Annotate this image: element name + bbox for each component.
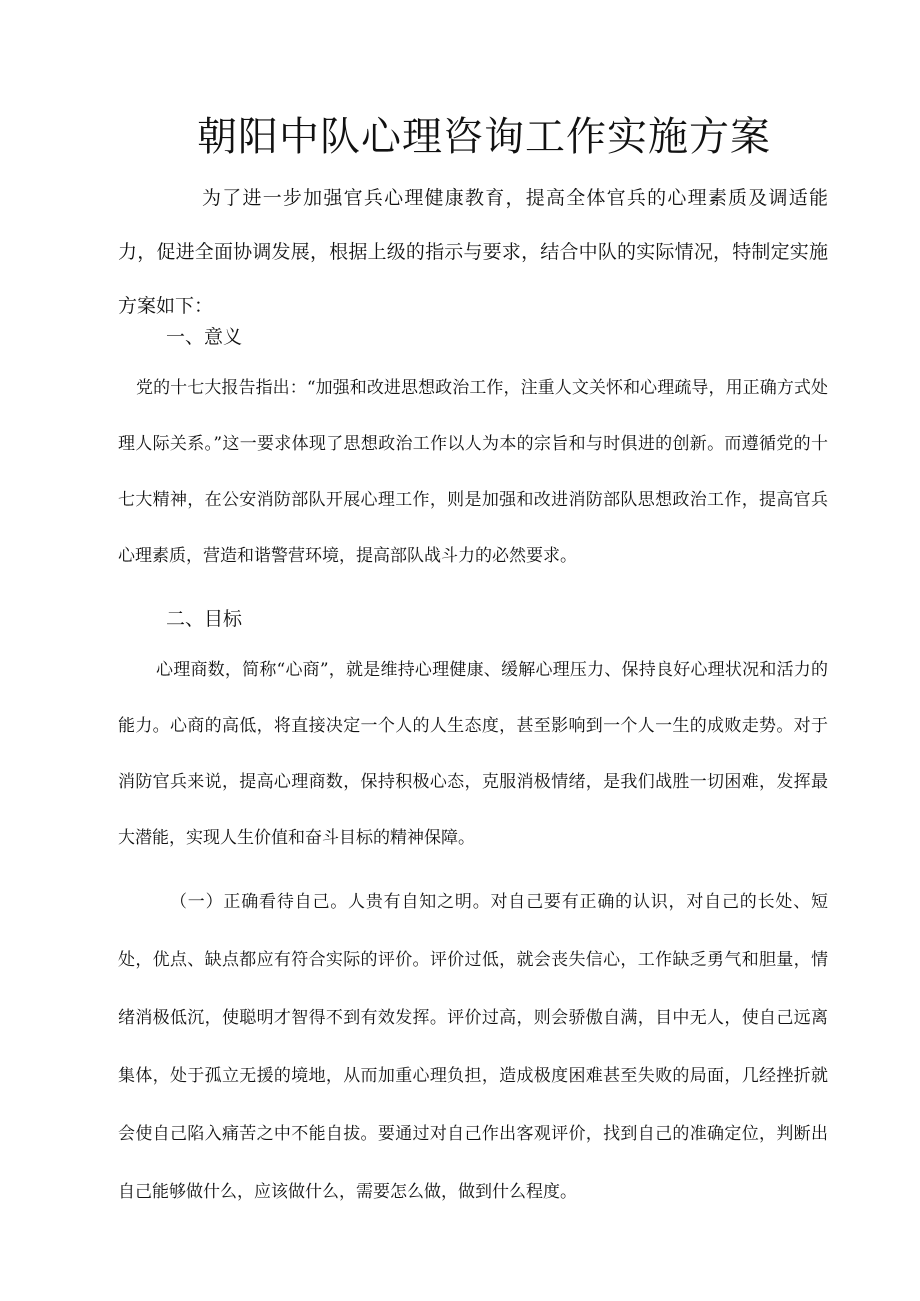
goals-paragraph: 心理商数，简称“心商”，就是维持心理健康、缓解心理压力、保持良好心理状况和活力的能力。心商的高低，将直接决定一个人的人生态度，甚至影响到一个人一生的成败走势。对于消防官兵来说，提高心理商数，保持积极心态，克服消极情绪，是我们战胜一切困难，发挥最大潜能，实现人生价值和奋斗目标的精神保障。 xyxy=(118,660,828,848)
self-assessment-paragraph: （一）正确看待自己。人贵有自知之明。对自己要有正确的认识，对自己的长处、短处，优点、缺点都应有符合实际的评价。评价过低，就会丧失信心，工作缺乏勇气和胆量，情绪消极低沉，使聪明才智得不到有效发挥。评价过高，则会骄傲自满，目中无人，使自己远离集体，处于孤立无援的境地，从而加重心理负担，造成极度困难甚至失败的局面，几经挫折就会使自己陷入痛苦之中不能自拔。要通过对自己作出客观评价，找到自己的准确定位，判断出自己能够做什么，应该做什么，需要怎么做，做到什么程度。 xyxy=(118,892,828,1202)
section-heading-goals: 二、目标 xyxy=(166,608,243,630)
section-heading-significance: 一、意义 xyxy=(166,326,243,348)
intro-paragraph: 为了进一步加强官兵心理健康教育，提高全体官兵的心理素质及调适能力，促进全面协调发展，根据上级的指示与要求，结合中队的实际情况，特制定实施方案如下： xyxy=(118,187,828,317)
significance-paragraph: 党的十七大报告指出：“加强和改进思想政治工作，注重人文关怀和心理疏导，用正确方式处理人际关系。”这一要求体现了思想政治工作以人为本的宗旨和与时俱进的创新。而遵循党的十七大精神，在公安消防部队开展心理工作，则是加强和改进消防部队思想政治工作，提高官兵心理素质，营造和谐警营环境，提高部队战斗力的必然要求。 xyxy=(118,378,828,566)
document-title: 朝阳中队心理咨询工作实施方案 xyxy=(197,114,771,160)
